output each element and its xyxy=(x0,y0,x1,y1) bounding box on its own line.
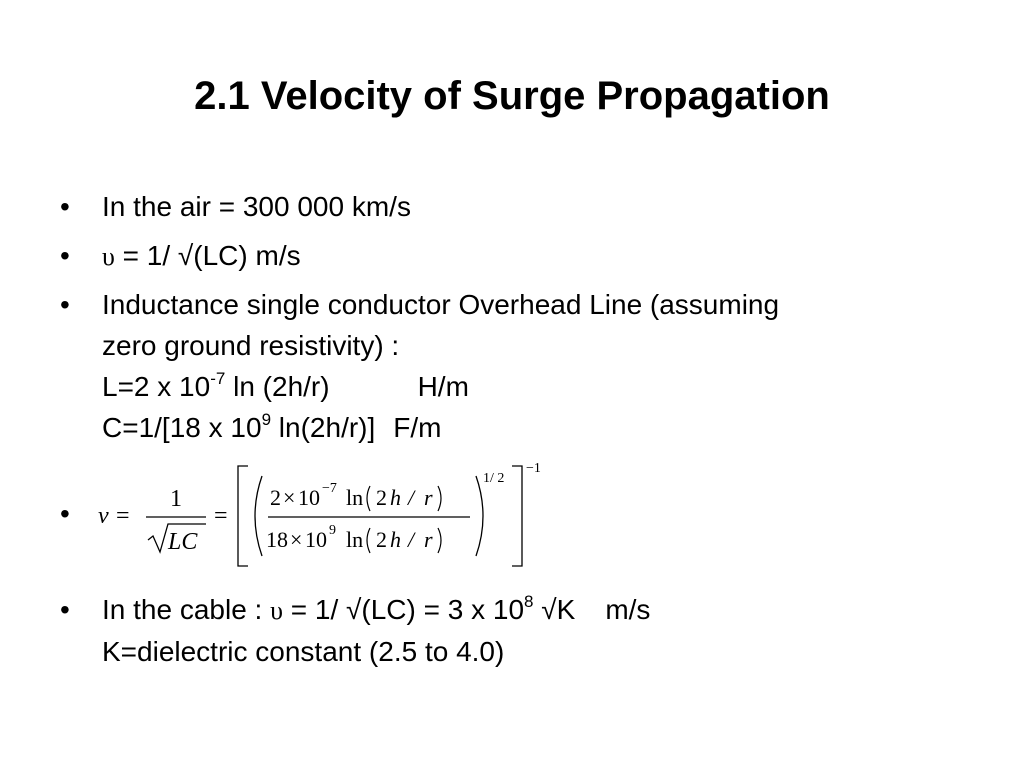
bullet-dot: • xyxy=(60,594,70,625)
den-h: h xyxy=(390,527,401,552)
den-10: 10 xyxy=(305,527,327,552)
bullet-text: = 1/ √(LC) m/s xyxy=(114,240,301,271)
bullet-air-velocity xyxy=(60,186,411,227)
cable-unit: m/s xyxy=(605,594,651,625)
eq-equals-1: = xyxy=(116,503,130,529)
num-2: 2 xyxy=(270,485,281,510)
upsilon-symbol: υ xyxy=(102,242,115,271)
eq-equals-2: = xyxy=(214,503,228,529)
left-bracket xyxy=(238,466,248,566)
eq-v: v xyxy=(98,503,109,529)
num-10: 10 xyxy=(298,485,320,510)
inductance-formula: L=2 x $10^{-7}$ ln (2h/r) H/m xyxy=(102,369,469,402)
bullet-dot: • xyxy=(60,240,70,271)
num-ln: ln xyxy=(346,485,364,510)
den-times: × xyxy=(290,527,303,552)
bullet-velocity-equation xyxy=(60,458,660,578)
bullet-cable-velocity xyxy=(60,589,650,672)
capacitance-unit: F/m xyxy=(393,412,442,443)
den-ln: ln xyxy=(346,527,364,552)
num-exp: −7 xyxy=(322,481,337,496)
right-paren xyxy=(476,476,483,556)
den-two: 2 xyxy=(376,527,387,552)
cable-formula: In the cable : υ = 1/ √(LC) = 3 x $10^8$ √K m/s xyxy=(102,592,651,625)
bullet-dot: • xyxy=(60,191,70,222)
den-slash: / xyxy=(408,527,415,552)
num-slash: / xyxy=(408,485,415,510)
num-r: r xyxy=(424,485,433,510)
num-times: × xyxy=(283,485,296,510)
power-neg-one: −1 xyxy=(526,461,541,476)
den-r: r xyxy=(424,527,433,552)
den-exp: 9 xyxy=(329,523,336,538)
inductance-line-2: zero ground resistivity) : xyxy=(102,330,400,361)
bullet-text: In the air = 300 000 km/s xyxy=(102,191,411,222)
bullet-dot: • xyxy=(60,289,70,320)
eq-one: 1 xyxy=(170,486,182,512)
num-h: h xyxy=(390,485,401,510)
bullet-velocity-formula xyxy=(60,235,301,277)
left-paren xyxy=(255,476,262,556)
dielectric-note: K=dielectric constant (2.5 to 4.0) xyxy=(102,636,505,667)
upsilon-symbol: υ xyxy=(270,596,283,625)
eq-lc: LC xyxy=(168,529,198,555)
den-18: 18 xyxy=(266,527,288,552)
velocity-equation xyxy=(98,458,618,573)
bullet-inductance xyxy=(60,284,779,448)
power-half: 1/ 2 xyxy=(483,471,505,486)
inductance-line-1: Inductance single conductor Overhead Line (assuming xyxy=(102,289,780,320)
right-bracket xyxy=(512,466,522,566)
num-two: 2 xyxy=(376,485,387,510)
bullet-dot: • xyxy=(60,498,70,529)
inductance-unit: H/m xyxy=(417,371,469,402)
slide-title: 2.1 Velocity of Surge Propagation xyxy=(194,74,830,118)
capacitance-formula: C=1/[18 x $10^9$ ln(2h/r)] F/m xyxy=(102,410,442,443)
